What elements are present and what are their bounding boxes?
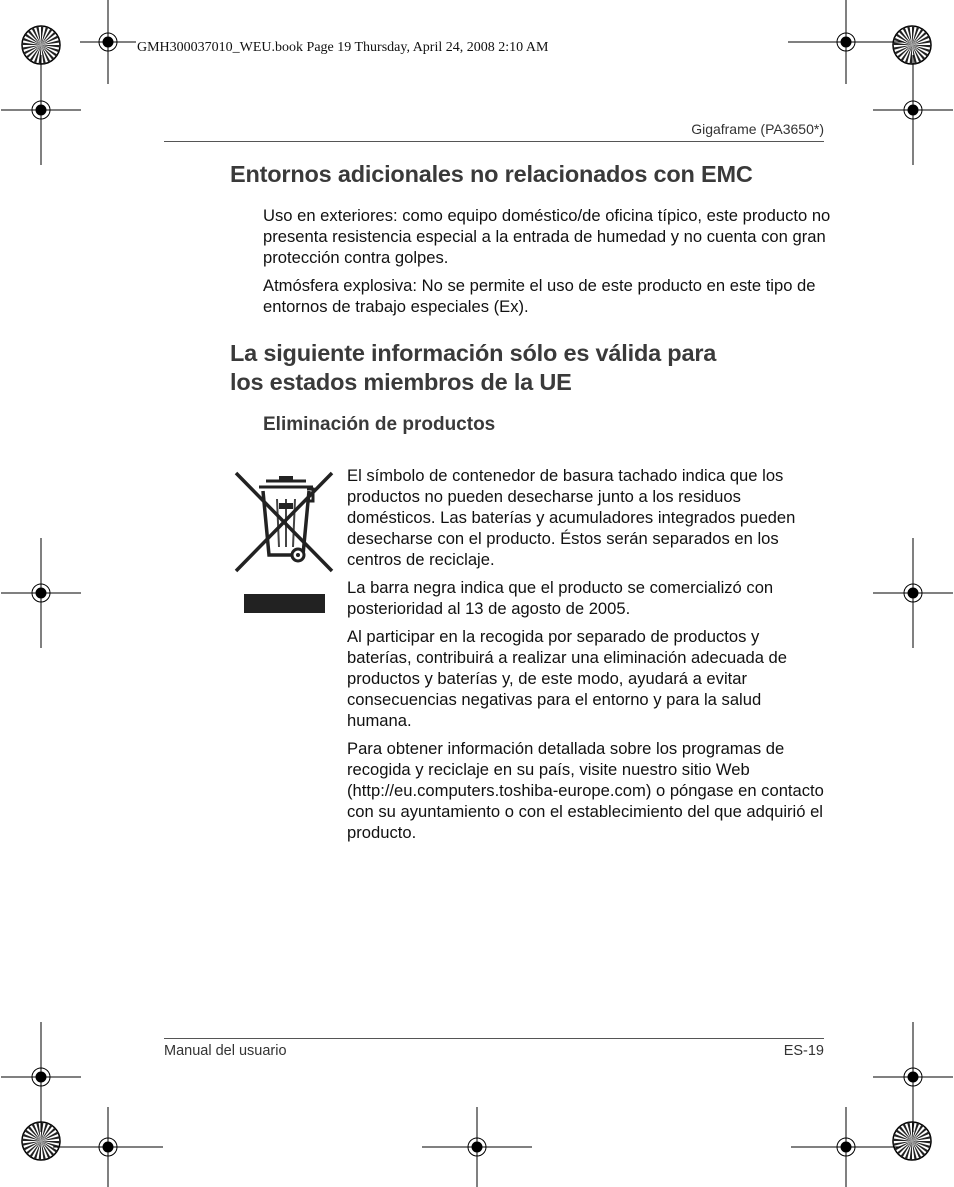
running-header: Gigaframe (PA3650*) — [691, 121, 824, 137]
paragraph-bin-symbol: El símbolo de contenedor de basura tachado indica que los productos no pueden desecharse junto a los residuos domésticos. Las baterías y acumuladores integrados pueden desecharse con el producto. Éstos serán separados en los centros de reciclaje. — [347, 466, 796, 569]
subsection-heading-disposal: Eliminación de productos — [263, 414, 496, 435]
section-heading-emc: Entornos adicionales no relacionados con EMC — [230, 161, 753, 187]
paragraph-black-bar: La barra negra indica que el producto se comercializó con posterioridad al 13 de agosto de 2005. — [347, 578, 774, 618]
footer-page-number: ES-19 — [783, 1043, 824, 1059]
section-heading-eu-line1: La siguiente información sólo es válida para — [230, 340, 717, 366]
paragraph-more-info: Para obtener información detallada sobre los programas de recogida y reciclaje en su país, visite nuestro sitio Web (http://eu.computers.toshiba-europe.com) o póngase en contacto con su ayuntamiento o con el establecimiento del que adquirió el producto. — [347, 739, 824, 842]
print-slug: GMH300037010_WEU.book Page 19 Thursday, April 24, 2008 2:10 AM — [137, 40, 549, 55]
footer-manual-title: Manual del usuario — [164, 1043, 287, 1059]
paragraph-explosive-atmosphere: Atmósfera explosiva: No se permite el uso de este producto en este tipo de entornos de trabajo especiales (Ex). — [263, 276, 816, 316]
paragraph-separate-collection: Al participar en la recogida por separado de productos y baterías, contribuirá a realizar una eliminación adecuada de productos y baterías y, de este modo, ayudará a evitar consecuencias negativas para el entorno y para la salud humana. — [347, 627, 788, 730]
paragraph-outdoor-use: Uso en exteriores: como equipo doméstico/de oficina típico, este producto no presenta resistencia especial a la entrada de humedad y no cuenta con gran protección contra golpes. — [263, 206, 831, 267]
section-heading-eu-line2: los estados miembros de la UE — [230, 369, 572, 395]
